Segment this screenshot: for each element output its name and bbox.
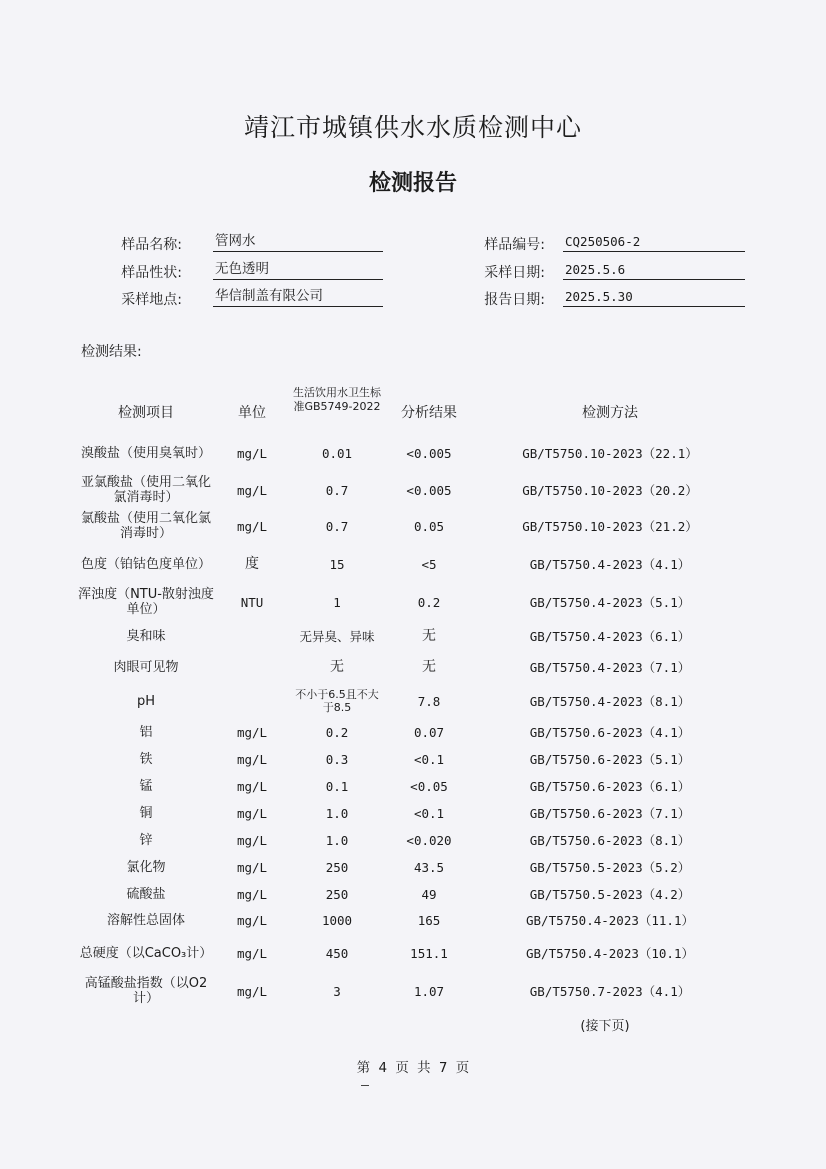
table-row-method: GB/T5750.6-2023（7.1） bbox=[529, 805, 691, 821]
table-row-unit: mg/L bbox=[236, 983, 268, 999]
table-row-method: GB/T5750.10-2023（20.2） bbox=[522, 482, 698, 498]
table-row-limit: 0.01 bbox=[321, 445, 353, 461]
header-unit: 单位 bbox=[238, 405, 266, 421]
table-row-limit: 不小于6.5且不大于8.5 bbox=[295, 688, 379, 714]
table-row-method: GB/T5750.4-2023（6.1） bbox=[529, 628, 691, 644]
table-row-unit: mg/L bbox=[236, 945, 268, 961]
table-row-method: GB/T5750.5-2023（5.2） bbox=[529, 859, 691, 875]
table-row-method: GB/T5750.6-2023（5.1） bbox=[529, 751, 691, 767]
table-row-limit: 250 bbox=[325, 859, 349, 875]
results-label: 检测结果: bbox=[81, 344, 142, 360]
table-row-result: 49 bbox=[421, 886, 437, 902]
table-row-item: 铜 bbox=[139, 805, 153, 821]
table-row-item: 铁 bbox=[139, 751, 153, 767]
table-row-method: GB/T5750.4-2023（7.1） bbox=[529, 659, 691, 675]
table-row-unit bbox=[222, 655, 282, 679]
table-row-unit: mg/L bbox=[236, 805, 268, 821]
table-row-item: 高锰酸盐指数（以O2计） bbox=[84, 976, 208, 1006]
table-row-unit: mg/L bbox=[236, 778, 268, 794]
table-row-method: GB/T5750.6-2023（8.1） bbox=[529, 832, 691, 848]
page-footer: 第 4 页 共 7 页 bbox=[356, 1060, 470, 1076]
table-row-method: GB/T5750.4-2023（11.1） bbox=[526, 912, 694, 928]
table-row-limit: 无异臭、异味 bbox=[299, 628, 375, 644]
header-method: 检测方法 bbox=[582, 405, 638, 421]
footer-mark bbox=[361, 1085, 369, 1086]
table-row-limit: 450 bbox=[325, 945, 349, 961]
table-row-method: GB/T5750.4-2023（8.1） bbox=[529, 693, 691, 709]
table-row-result: <0.005 bbox=[406, 482, 452, 498]
table-row-unit: NTU bbox=[240, 594, 264, 610]
table-row-item: 氯酸盐（使用二氧化氯消毒时） bbox=[80, 511, 211, 541]
table-row-unit: mg/L bbox=[236, 751, 268, 767]
table-row-unit: mg/L bbox=[236, 518, 268, 534]
table-row-limit: 1.0 bbox=[325, 832, 349, 848]
report-date-label: 报告日期: bbox=[484, 292, 545, 308]
table-row-result: 0.2 bbox=[417, 594, 441, 610]
table-row-result: <0.05 bbox=[410, 778, 448, 794]
table-row-result: <5 bbox=[421, 556, 437, 572]
table-row-unit: mg/L bbox=[236, 482, 268, 498]
table-row-result: <0.1 bbox=[413, 805, 445, 821]
table-row-unit: mg/L bbox=[236, 886, 268, 902]
table-row-limit: 0.1 bbox=[325, 778, 349, 794]
sample-name-label: 样品名称: bbox=[121, 237, 182, 253]
table-row-unit: mg/L bbox=[236, 912, 268, 928]
table-row-result: 1.07 bbox=[413, 983, 445, 999]
report-title: 检测报告 bbox=[368, 171, 457, 196]
sample-location-value: 华信制盖有限公司 bbox=[213, 287, 383, 307]
table-row-limit: 0.3 bbox=[325, 751, 349, 767]
table-row-unit: mg/L bbox=[236, 859, 268, 875]
sample-appearance-label: 样品性状: bbox=[121, 265, 182, 281]
table-row-unit: mg/L bbox=[236, 445, 268, 461]
table-row-result: 0.05 bbox=[413, 518, 445, 534]
table-row-limit: 1.0 bbox=[325, 805, 349, 821]
table-row-unit bbox=[222, 684, 282, 718]
table-row-item: 肉眼可见物 bbox=[113, 659, 179, 675]
table-row-limit: 3 bbox=[333, 983, 341, 999]
table-row-item: 亚氯酸盐（使用二氧化氯消毒时） bbox=[80, 475, 211, 505]
sample-date-value: 2025.5.6 bbox=[563, 260, 745, 280]
table-row-result: 无 bbox=[422, 658, 436, 675]
table-row-limit: 0.7 bbox=[325, 482, 349, 498]
table-row-method: GB/T5750.10-2023（21.2） bbox=[522, 518, 698, 534]
table-row-limit: 0.7 bbox=[325, 518, 349, 534]
table-row-result: <0.005 bbox=[406, 445, 452, 461]
table-row-method: GB/T5750.10-2023（22.1） bbox=[522, 445, 698, 461]
table-row-unit: mg/L bbox=[236, 724, 268, 740]
table-row-item: 总硬度（以CaCO₃计） bbox=[79, 945, 213, 961]
table-row-unit bbox=[222, 624, 282, 648]
table-row-limit: 0.2 bbox=[325, 724, 349, 740]
table-row-limit: 250 bbox=[325, 886, 349, 902]
table-row-item: 色度（铂钴色度单位） bbox=[80, 556, 211, 572]
sample-appearance-value: 无色透明 bbox=[213, 260, 383, 280]
table-row-result: 151.1 bbox=[410, 945, 448, 961]
table-row-unit: mg/L bbox=[236, 832, 268, 848]
header-limit: 生活饮用水卫生标准GB5749-2022 bbox=[293, 386, 381, 413]
organization-title: 靖江市城镇供水水质检测中心 bbox=[243, 113, 582, 142]
table-row-method: GB/T5750.7-2023（4.1） bbox=[529, 983, 691, 999]
table-row-result: <0.020 bbox=[406, 832, 452, 848]
table-row-method: GB/T5750.6-2023（4.1） bbox=[529, 724, 691, 740]
table-row-item: 浑浊度（NTU-散射浊度单位） bbox=[78, 587, 214, 617]
table-row-limit: 无 bbox=[330, 658, 344, 675]
sample-number-label: 样品编号: bbox=[484, 237, 545, 253]
table-row-item: pH bbox=[136, 693, 156, 709]
report-date-value: 2025.5.30 bbox=[563, 287, 745, 307]
table-row-method: GB/T5750.4-2023（4.1） bbox=[529, 556, 691, 572]
table-row-method: GB/T5750.5-2023（4.2） bbox=[529, 886, 691, 902]
table-row-item: 氯化物 bbox=[126, 859, 166, 875]
table-row-limit: 1000 bbox=[321, 912, 353, 928]
sample-date-label: 采样日期: bbox=[484, 265, 545, 281]
table-row-unit: 度 bbox=[245, 555, 259, 572]
table-row-result: <0.1 bbox=[413, 751, 445, 767]
table-row-method: GB/T5750.6-2023（6.1） bbox=[529, 778, 691, 794]
table-row-item: 硫酸盐 bbox=[126, 886, 166, 902]
table-row-result: 7.8 bbox=[417, 693, 441, 709]
table-row-result: 43.5 bbox=[413, 859, 445, 875]
table-row-item: 铝 bbox=[139, 724, 153, 740]
continue-note: (接下页) bbox=[580, 1019, 630, 1034]
sample-name-value: 管网水 bbox=[213, 232, 383, 252]
header-result: 分析结果 bbox=[401, 405, 457, 421]
sample-number-value: CQ250506-2 bbox=[563, 232, 745, 252]
table-row-result: 0.07 bbox=[413, 724, 445, 740]
table-row-limit: 15 bbox=[329, 556, 345, 572]
table-row-result: 165 bbox=[417, 912, 441, 928]
table-row-limit: 1 bbox=[333, 594, 341, 610]
table-row-method: GB/T5750.4-2023（10.1） bbox=[526, 945, 694, 961]
table-row-item: 溴酸盐（使用臭氧时） bbox=[80, 445, 211, 461]
table-row-result: 无 bbox=[422, 627, 436, 644]
table-row-method: GB/T5750.4-2023（5.1） bbox=[529, 594, 691, 610]
table-row-item: 溶解性总固体 bbox=[106, 912, 185, 928]
sample-location-label: 采样地点: bbox=[121, 292, 182, 308]
table-row-item: 锌 bbox=[139, 832, 153, 848]
header-item: 检测项目 bbox=[118, 405, 174, 421]
table-row-item: 锰 bbox=[139, 778, 153, 794]
table-row-item: 臭和味 bbox=[126, 628, 166, 644]
